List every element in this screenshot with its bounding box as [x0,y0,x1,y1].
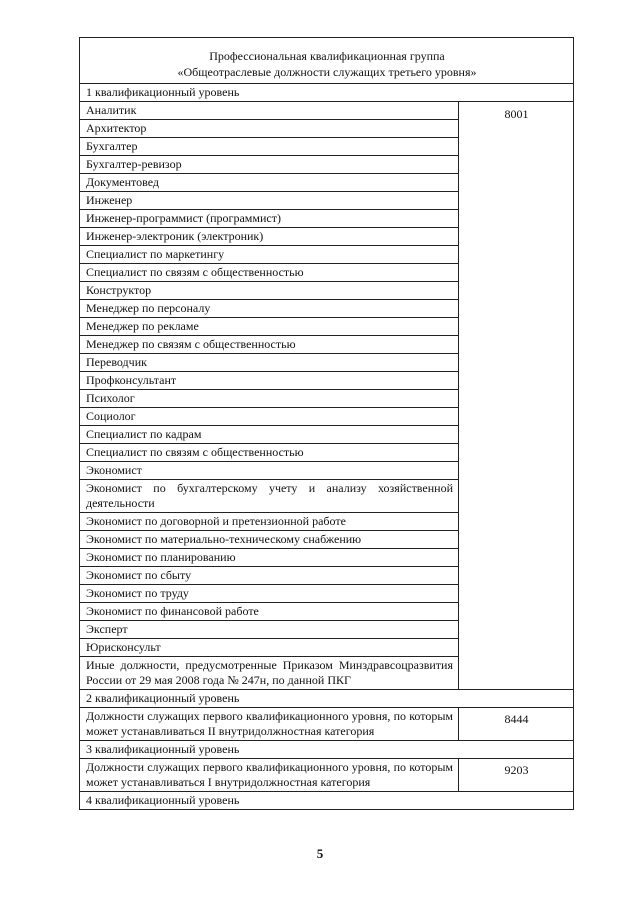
level-2-label: 2 квалификационный уровень [80,690,574,708]
position-name: Специалист по маркетингу [80,246,459,264]
table-body [80,38,574,810]
position-name: Экономист по труду [80,585,459,603]
level-3-salary: 9203 [459,759,574,792]
level-4-label: 4 квалификационный уровень [80,792,574,810]
position-name: Эксперт [80,621,459,639]
position-name: Экономист по материально-техническому снабжению [80,531,459,549]
position-name: Иные должности, предусмотренные Приказом Минздравсоцразвития России от 29 мая 2008 года № 247н, по данной ПКГ [80,657,459,690]
position-name: Психолог [80,390,459,408]
position-name: Архитектор [80,120,459,138]
level-3-label: 3 квалификационный уровень [80,741,574,759]
position-name: Социолог [80,408,459,426]
position-name: Инженер [80,192,459,210]
position-name: Экономист [80,462,459,480]
position-name: Специалист по связям с общественностью [80,264,459,282]
level-row [80,84,574,102]
level-row [80,792,574,810]
level-row [80,741,574,759]
position-name: Экономист по финансовой работе [80,603,459,621]
position-name: Бухгалтер [80,138,459,156]
position-name: Специалист по связям с общественностью [80,444,459,462]
position-name: Конструктор [80,282,459,300]
qualification-group-table [79,37,574,810]
position-name: Менеджер по рекламе [80,318,459,336]
position-name: Менеджер по персоналу [80,300,459,318]
position-name: Юрисконсульт [80,639,459,657]
group-subtitle: «Общеотраслевые должности служащих третьего уровня» [177,65,477,79]
position-name: Экономист по бухгалтерскому учету и анализу хозяйственной деятельности [80,480,459,513]
position-name: Инженер-программист (программист) [80,210,459,228]
position-name: Документовед [80,174,459,192]
group-header-cell [80,38,574,84]
level-1-label: 1 квалификационный уровень [80,84,574,102]
position-name: Экономист по планированию [80,549,459,567]
position-name: Специалист по кадрам [80,426,459,444]
group-header-row [80,38,574,84]
position-name: Переводчик [80,354,459,372]
level-2-description: Должности служащих первого квалификационного уровня, по которым может устанавливаться II внутридолжностная категория [80,708,459,741]
page-number: 5 [316,846,324,861]
position-name: Инженер-электроник (электроник) [80,228,459,246]
level-1-salary: 8001 [459,102,574,690]
level-row [80,690,574,708]
level-2-salary: 8444 [459,708,574,741]
position-name: Менеджер по связям с общественностью [80,336,459,354]
position-name: Профконсультант [80,372,459,390]
group-title: Профессиональная квалификационная группа [209,49,445,63]
level-2-row [80,708,574,741]
position-row [80,102,574,120]
position-name: Экономист по сбыту [80,567,459,585]
position-name: Экономист по договорной и претензионной работе [80,513,459,531]
position-name: Бухгалтер-ревизор [80,156,459,174]
level-3-row [80,759,574,792]
level-3-description: Должности служащих первого квалификационного уровня, по которым может устанавливаться I внутридолжностная категория [80,759,459,792]
position-name: Аналитик [80,102,459,120]
